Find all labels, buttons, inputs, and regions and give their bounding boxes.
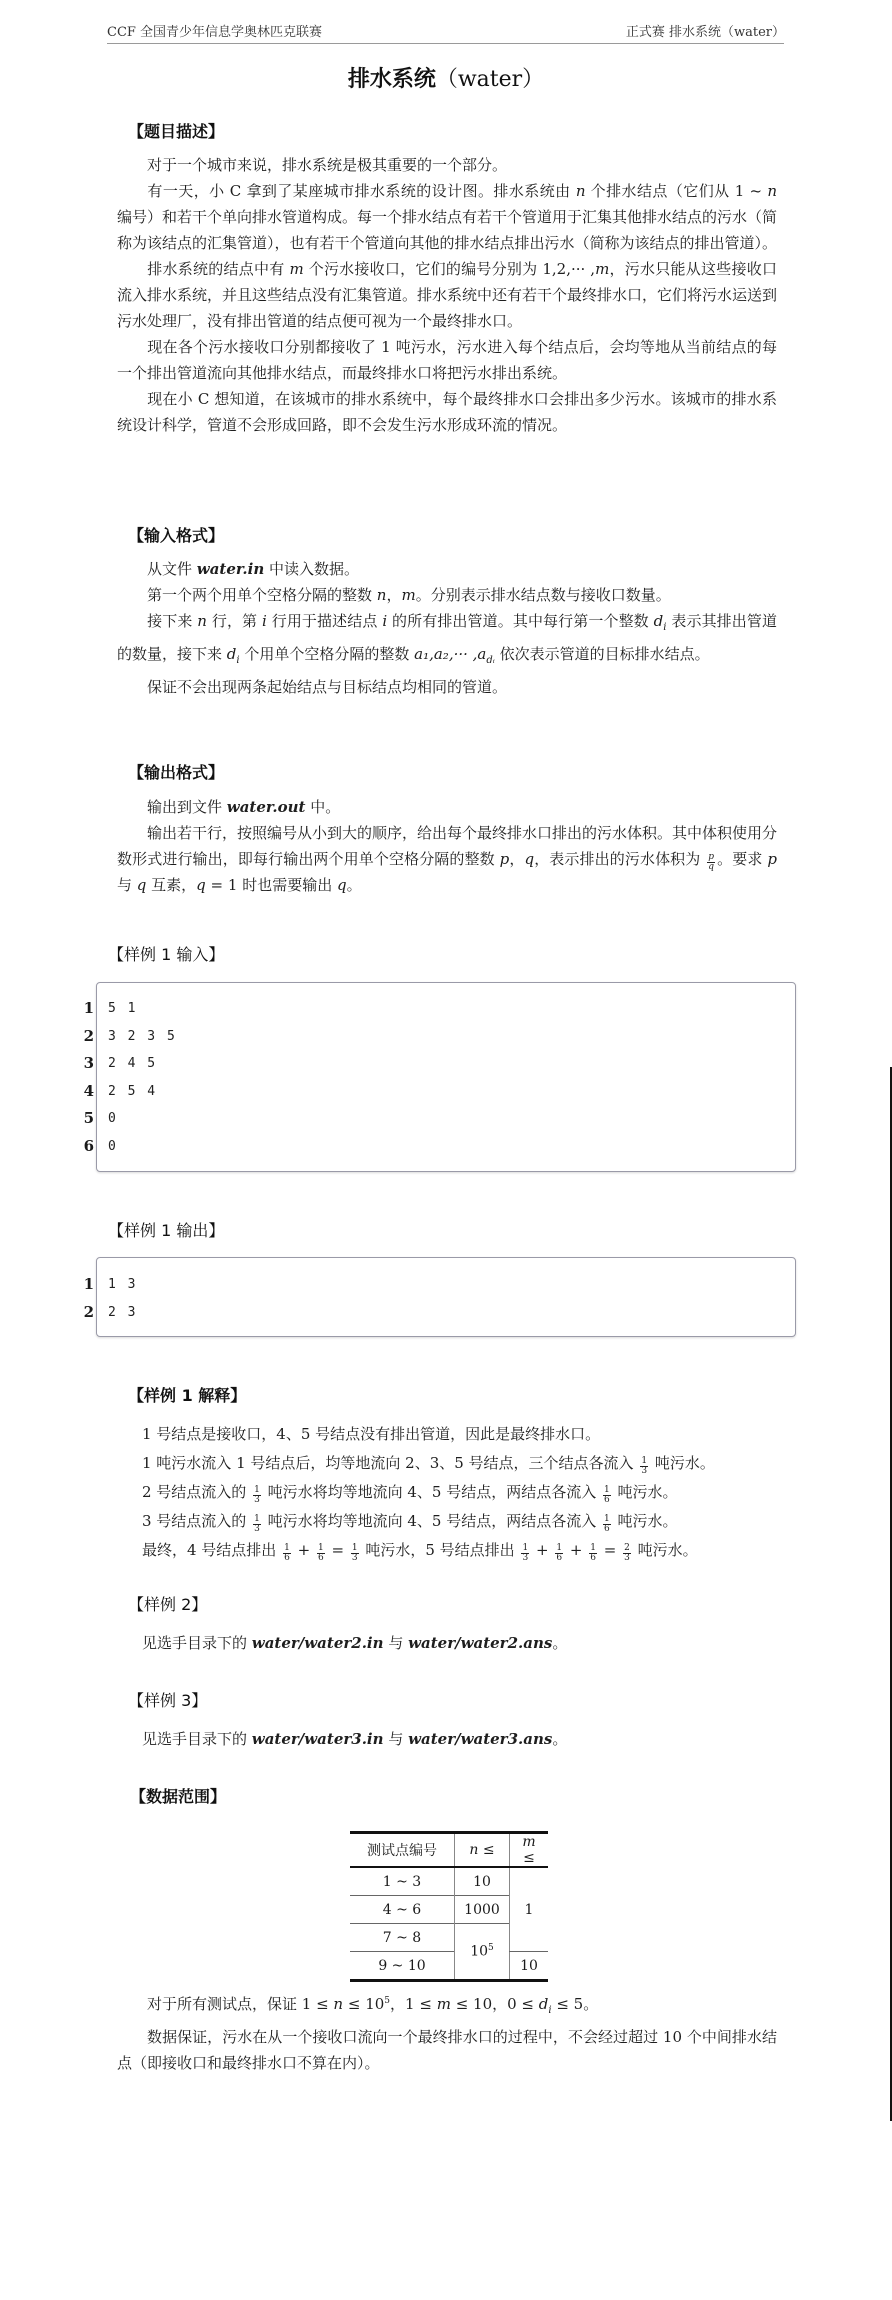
sample2-text-a: 见选手目录下的 xyxy=(142,1634,252,1652)
range-p1e: ≤ 5。 xyxy=(551,1995,599,2013)
frac-den: 3 xyxy=(522,1553,529,1563)
title-cn: 排水系统 xyxy=(347,67,436,92)
frac-num: 1 xyxy=(604,1514,610,1524)
frac-den: 6 xyxy=(604,1495,610,1505)
sample3-answer-file: water/water3.ans xyxy=(408,1730,553,1748)
line-number: 3 xyxy=(83,1054,94,1072)
var-m: m xyxy=(289,260,304,278)
n-merged-base: 10 xyxy=(470,1943,489,1960)
sample2-answer-file: water/water2.ans xyxy=(408,1634,553,1652)
code-line: 2 5 4 xyxy=(108,1083,158,1099)
frac-num: 1 xyxy=(351,1543,358,1553)
section-heading-sample1-input: 【样例 1 输入】 xyxy=(108,945,225,964)
explain-l4c: 吨污水。 xyxy=(612,1512,678,1530)
frac-den: 6 xyxy=(604,1524,610,1534)
fraction-1-3 xyxy=(351,1544,359,1563)
code-line: 1 3 xyxy=(108,1277,138,1292)
exponent: 5 xyxy=(384,1996,391,2006)
explain-l4a: 3 号结点流入的 xyxy=(142,1512,252,1530)
var-q: q xyxy=(196,876,206,894)
code-line: 0 xyxy=(108,1138,118,1154)
range-p1c: ，1 ≤ xyxy=(390,1995,437,2013)
header-divider xyxy=(107,43,784,44)
explain-l5c: 吨污水。 xyxy=(632,1541,698,1559)
cell-testcase: 9 ~ 10 xyxy=(350,1952,455,1981)
frac-num: 1 xyxy=(317,1543,324,1553)
section-heading-sample2: 【样例 2】 xyxy=(128,1595,208,1614)
var-q: q xyxy=(524,850,535,868)
fraction-1-6 xyxy=(317,1544,325,1563)
cell-testcase: 4 ~ 6 xyxy=(350,1896,455,1924)
desc-p5: 现在小 C 想知道，在该城市的排水系统中，每个最终排水口会排出多少污水。该城市的排水系统设计科学，管道不会形成回路，即不会发生污水形成环流的情况。 xyxy=(117,390,777,434)
separator: ， xyxy=(509,850,525,868)
sample3-input-file: water/water3.in xyxy=(251,1730,384,1748)
desc-p3b: 个污水接收口，它们的编号分别为 1,2,··· , xyxy=(303,260,596,278)
output-p1b: 中。 xyxy=(305,798,341,816)
fraction-2-3 xyxy=(623,1544,631,1563)
input-p3d: 的所有排出管道。其中每行第一个整数 xyxy=(387,612,654,630)
input-p3f: 个用单个空格分隔的整数 xyxy=(239,645,415,663)
page-title xyxy=(0,62,892,93)
frac-den: 6 xyxy=(284,1553,290,1563)
fraction-1-3 xyxy=(521,1544,529,1563)
col-header-n: n ≤ xyxy=(455,1833,510,1868)
var-sub-di: dᵢ xyxy=(486,655,495,666)
input-p1b: 中读入数据。 xyxy=(264,560,360,578)
var-n: n xyxy=(767,182,777,200)
var-i: i xyxy=(382,612,388,630)
n-merged-exponent: 5 xyxy=(488,1943,494,1954)
sample3-text-c: 。 xyxy=(552,1730,568,1748)
input-filename: water.in xyxy=(196,560,265,578)
sample2-text-c: 。 xyxy=(552,1634,568,1652)
sample1-input-box[interactable] xyxy=(96,982,796,1172)
line-number: 2 xyxy=(83,1302,94,1321)
input-p3b: 行，第 xyxy=(206,612,263,630)
title-en: （water） xyxy=(435,67,545,92)
section-heading-sample3: 【样例 3】 xyxy=(128,1691,208,1710)
explain-line-2 xyxy=(142,1449,802,1478)
frac-den: 3 xyxy=(624,1553,630,1563)
fraction-1-3 xyxy=(253,1515,261,1534)
sample3-body xyxy=(142,1726,802,1752)
fraction-1-6 xyxy=(555,1544,563,1563)
fraction-1-3 xyxy=(253,1486,261,1505)
input-p3g: 依次表示管道的目标排水结点。 xyxy=(494,645,710,663)
frac-num: p xyxy=(708,852,715,862)
explain-line-5 xyxy=(142,1536,802,1565)
var-n: n xyxy=(197,612,207,630)
sample2-text-b: 与 xyxy=(383,1634,409,1652)
frac-den: 6 xyxy=(556,1553,563,1563)
line-number: 1 xyxy=(83,999,94,1017)
explain-l2a: 1 吨污水流入 1 号结点后，均等地流向 2、3、5 号结点，三个结点各流入 xyxy=(142,1454,639,1472)
section-heading-sample1-output: 【样例 1 输出】 xyxy=(108,1221,225,1240)
desc-p1: 对于一个城市来说，排水系统是极其重要的一个部分。 xyxy=(147,156,508,174)
frac-den: 3 xyxy=(641,1466,648,1476)
frac-num: 2 xyxy=(624,1543,630,1553)
code-line: 2 4 5 xyxy=(108,1056,158,1071)
cell-n-merged xyxy=(455,1924,510,1981)
var-a-seq: a₁,a₂,··· ,a xyxy=(414,645,487,663)
range-p1a: 对于所有测试点，保证 1 ≤ xyxy=(147,1995,334,2013)
cell-m-merged: 1 xyxy=(510,1867,549,1952)
var-n: n xyxy=(376,586,387,604)
input-p1a: 从文件 xyxy=(147,560,197,578)
separator: ， xyxy=(386,586,402,604)
fraction-1-6 xyxy=(603,1486,611,1505)
code-line: 0 xyxy=(108,1111,118,1126)
var-p: p xyxy=(499,850,510,868)
frac-num: 1 xyxy=(522,1543,529,1553)
var-m: m xyxy=(595,260,610,278)
col-header-m: m ≤ xyxy=(510,1833,549,1868)
line-number: 5 xyxy=(83,1109,94,1127)
fraction-1-6 xyxy=(589,1544,597,1563)
output-p2e: 互素， xyxy=(146,876,197,894)
frac-den: 6 xyxy=(590,1553,596,1563)
input-p4: 保证不会出现两条起始结点与目标结点均相同的管道。 xyxy=(147,678,508,696)
var-sub-i: i xyxy=(663,622,667,633)
explain-l2b: 吨污水。 xyxy=(650,1454,715,1472)
var-n: n xyxy=(575,182,586,200)
plus-sign: + xyxy=(535,1541,549,1559)
var-n: n xyxy=(333,1995,344,2013)
section-heading-range: 【数据范围】 xyxy=(130,1787,227,1806)
cell-testcase: 1 ~ 3 xyxy=(350,1867,455,1896)
section-heading-description: 【题目描述】 xyxy=(128,122,225,141)
frac-num: 1 xyxy=(604,1485,610,1495)
cell-n: 1000 xyxy=(455,1896,510,1924)
var-d: d xyxy=(653,612,664,630)
cell-n: 10 xyxy=(455,1867,510,1896)
explain-line-3 xyxy=(142,1478,802,1507)
var-d: d xyxy=(538,1995,549,2013)
output-format-body xyxy=(117,794,777,898)
description-body xyxy=(117,152,777,438)
explain-line-4 xyxy=(142,1507,802,1536)
var-m: m xyxy=(436,1995,451,2013)
output-p2a: 输出若干行，按照编号从小到大的顺序，给出每个最终排水口排出的污水体积。其中体积使用分数形式进行输出，即每行输出两个用单个空格分隔的整数 xyxy=(117,824,778,868)
var-q: q xyxy=(336,876,347,894)
sample1-explain-body xyxy=(142,1420,802,1565)
table-row xyxy=(350,1867,548,1896)
sample1-output-box[interactable] xyxy=(96,1257,796,1337)
frac-den: 6 xyxy=(317,1553,324,1563)
range-p1b: ≤ 10 xyxy=(343,1995,385,2013)
line-number: 2 xyxy=(83,1026,94,1045)
plus-sign: + xyxy=(569,1541,583,1559)
line-number: 4 xyxy=(83,1081,94,1100)
code-line: 2 3 xyxy=(108,1304,138,1320)
range-p2: 数据保证，污水在从一个接收口流向一个最终排水口的过程中，不会经过超过 10 个中间排水结点（即接收口和最终排水口不算在内）。 xyxy=(117,2028,777,2072)
explain-l5a: 最终，4 号结点排出 xyxy=(142,1541,282,1559)
fraction-1-3 xyxy=(640,1457,648,1476)
var-p: p xyxy=(767,850,777,868)
desc-p2a: 有一天，小 C 拿到了某座城市排水系统的设计图。排水系统由 xyxy=(147,182,576,200)
frac-den: 3 xyxy=(254,1524,260,1534)
plus-sign: + xyxy=(297,1541,311,1559)
explain-l4b: 吨污水将均等地流向 4、5 号结点，两结点各流入 xyxy=(262,1512,601,1530)
var-d: d xyxy=(226,645,237,663)
output-p2d: 与 xyxy=(117,876,137,894)
cell-m: 10 xyxy=(510,1952,549,1981)
frac-num: 1 xyxy=(284,1543,290,1553)
explain-l5b: 吨污水，5 号结点排出 xyxy=(360,1541,520,1559)
desc-p3c: ，污水只能从这些接收口流入排水系统，并且这些结点没有汇集管道。排水系统中还有若干个最终排水口，它们将污水运送到污水处理厂，没有排出管道的结点便可视为一个最终排水口。 xyxy=(117,260,778,330)
output-p2g: 。 xyxy=(346,876,362,894)
var-q: q xyxy=(136,876,147,894)
desc-p3a: 排水系统的结点中有 xyxy=(147,260,290,278)
frac-num: 1 xyxy=(590,1543,596,1553)
frac-num: 1 xyxy=(556,1543,563,1553)
var-sub-i: i xyxy=(236,655,240,666)
output-filename: water.out xyxy=(226,798,306,816)
input-p3c: 行用于描述结点 xyxy=(266,612,383,630)
var-i: i xyxy=(262,612,267,630)
line-number: 1 xyxy=(83,1275,94,1293)
output-p2c: 。要求 xyxy=(717,850,768,868)
cell-testcase: 7 ~ 8 xyxy=(350,1924,455,1952)
equals-sign: = xyxy=(603,1541,617,1559)
frac-num: 1 xyxy=(254,1514,260,1524)
frac-den: 3 xyxy=(254,1495,260,1505)
table-header-row xyxy=(350,1833,548,1868)
desc-p2c: 编号）和若干个单向排水管道构成。每一个排水结点有若干个管道用于汇集其他排水结点的污水（简称为该结点的汇集管道），也有若干个管道向其他的排水结点排出污水（简称为该结点的排出管道）。 xyxy=(117,208,778,252)
section-heading-input: 【输入格式】 xyxy=(128,526,225,545)
header-problem-name: 正式赛 排水系统（water） xyxy=(625,25,785,40)
section-heading-output: 【输出格式】 xyxy=(128,763,225,782)
explain-line-1: 1 号结点是接收口，4、5 号结点没有排出管道，因此是最终排水口。 xyxy=(142,1425,601,1443)
sample2-body xyxy=(142,1630,802,1656)
code-line: 3 2 3 5 xyxy=(108,1028,177,1044)
col-header-testcase: 测试点编号 xyxy=(350,1833,455,1868)
input-p3e: 表示其排出管道的数量，接下来 xyxy=(117,612,777,663)
frac-den: q xyxy=(708,862,715,872)
desc-p2b: 个排水结点（它们从 1 ~ xyxy=(585,182,768,200)
input-p2a: 第一个两个用单个空格分隔的整数 xyxy=(147,586,377,604)
fraction-1-6 xyxy=(603,1515,611,1534)
output-p1a: 输出到文件 xyxy=(147,798,227,816)
sample3-text-b: 与 xyxy=(383,1730,409,1748)
range-body xyxy=(117,1988,777,2076)
data-range-table xyxy=(350,1831,548,1982)
range-p1d: ≤ 10，0 ≤ xyxy=(450,1995,539,2013)
output-p2f: = 1 时也需要输出 xyxy=(205,876,337,894)
frac-num: 1 xyxy=(641,1456,648,1466)
frac-den: 3 xyxy=(351,1553,358,1563)
input-p2b: 。分别表示排水结点数与接收口数量。 xyxy=(415,586,671,604)
code-line: 5 1 xyxy=(108,1001,138,1016)
sample2-input-file: water/water2.in xyxy=(251,1634,384,1652)
var-m: m xyxy=(401,586,416,604)
sample3-text-a: 见选手目录下的 xyxy=(142,1730,252,1748)
fraction-p-over-q xyxy=(707,853,715,872)
header-contest-name: CCF 全国青少年信息学奥林匹克联赛 xyxy=(107,25,323,40)
var-sub-i: i xyxy=(548,2005,552,2016)
explain-l3b: 吨污水将均等地流向 4、5 号结点，两结点各流入 xyxy=(262,1483,601,1501)
frac-num: 1 xyxy=(254,1485,260,1495)
explain-l3c: 吨污水。 xyxy=(612,1483,678,1501)
line-number: 6 xyxy=(83,1136,94,1155)
explain-l3a: 2 号结点流入的 xyxy=(142,1483,252,1501)
output-p2b: ，表示排出的污水体积为 xyxy=(534,850,706,868)
desc-p4: 现在各个污水接收口分别都接收了 1 吨污水，污水进入每个结点后，会均等地从当前结点的每一个排出管道流向其他排水结点，而最终排水口将把污水排出系统。 xyxy=(117,338,777,382)
input-format-body xyxy=(117,556,777,700)
fraction-1-6 xyxy=(283,1544,291,1563)
equals-sign: = xyxy=(331,1541,345,1559)
section-heading-sample1-explain: 【样例 1 解释】 xyxy=(128,1386,247,1405)
input-p3a: 接下来 xyxy=(147,612,198,630)
table-row xyxy=(350,1952,548,1981)
